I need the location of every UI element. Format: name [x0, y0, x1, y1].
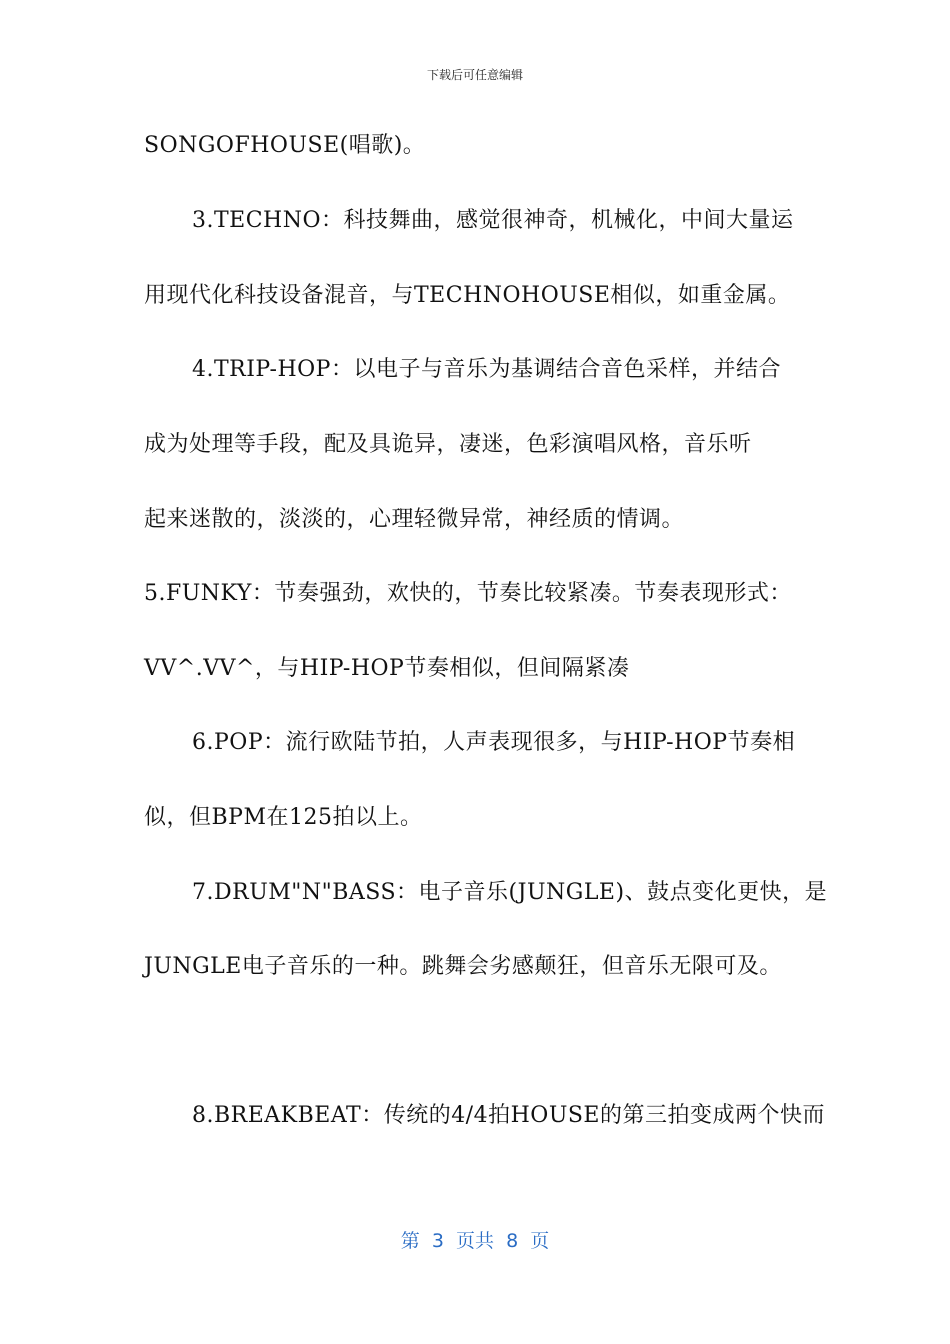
text-line: 起来迷散的，淡淡的，心理轻微异常，神经质的情调。: [144, 507, 685, 532]
page-footer: 第 3 页共 8 页: [400, 1230, 550, 1252]
text-line: JUNGLE电子音乐的一种。跳舞会劣感颠狂，但音乐无限可及。: [144, 954, 782, 979]
text-line: 成为处理等手段，配及具诡异，凄迷，色彩演唱风格，音乐听: [144, 432, 752, 457]
text-line: 5.FUNKY：节奏强劲，欢快的，节奏比较紧凑。节奏表现形式：: [144, 581, 792, 606]
text-line: 4.TRIP-HOP：以电子与音乐为基调结合音色采样，并结合: [192, 357, 781, 382]
text-line: VV^.VV^，与HIP-HOP节奏相似，但间隔紧凑: [144, 656, 630, 681]
text-line: 8.BREAKBEAT：传统的4/4拍HOUSE的第三拍变成两个快而: [192, 1103, 825, 1128]
text-line: 7.DRUM"N"BASS：电子音乐(JUNGLE)、鼓点变化更快，是: [192, 880, 828, 905]
text-line: 3.TECHNO：科技舞曲，感觉很神奇，机械化，中间大量运: [192, 208, 794, 233]
text-line: 6.POP：流行欧陆节拍，人声表现很多，与HIP-HOP节奏相: [192, 730, 796, 755]
page-header: 下载后可任意编辑: [426, 68, 523, 82]
text-line: 似，但BPM在125拍以上。: [144, 805, 423, 830]
text-line: 用现代化科技设备混音，与TECHNOHOUSE相似，如重金属。: [144, 283, 791, 308]
text-line: SONGOFHOUSE(唱歌)。: [144, 133, 426, 158]
